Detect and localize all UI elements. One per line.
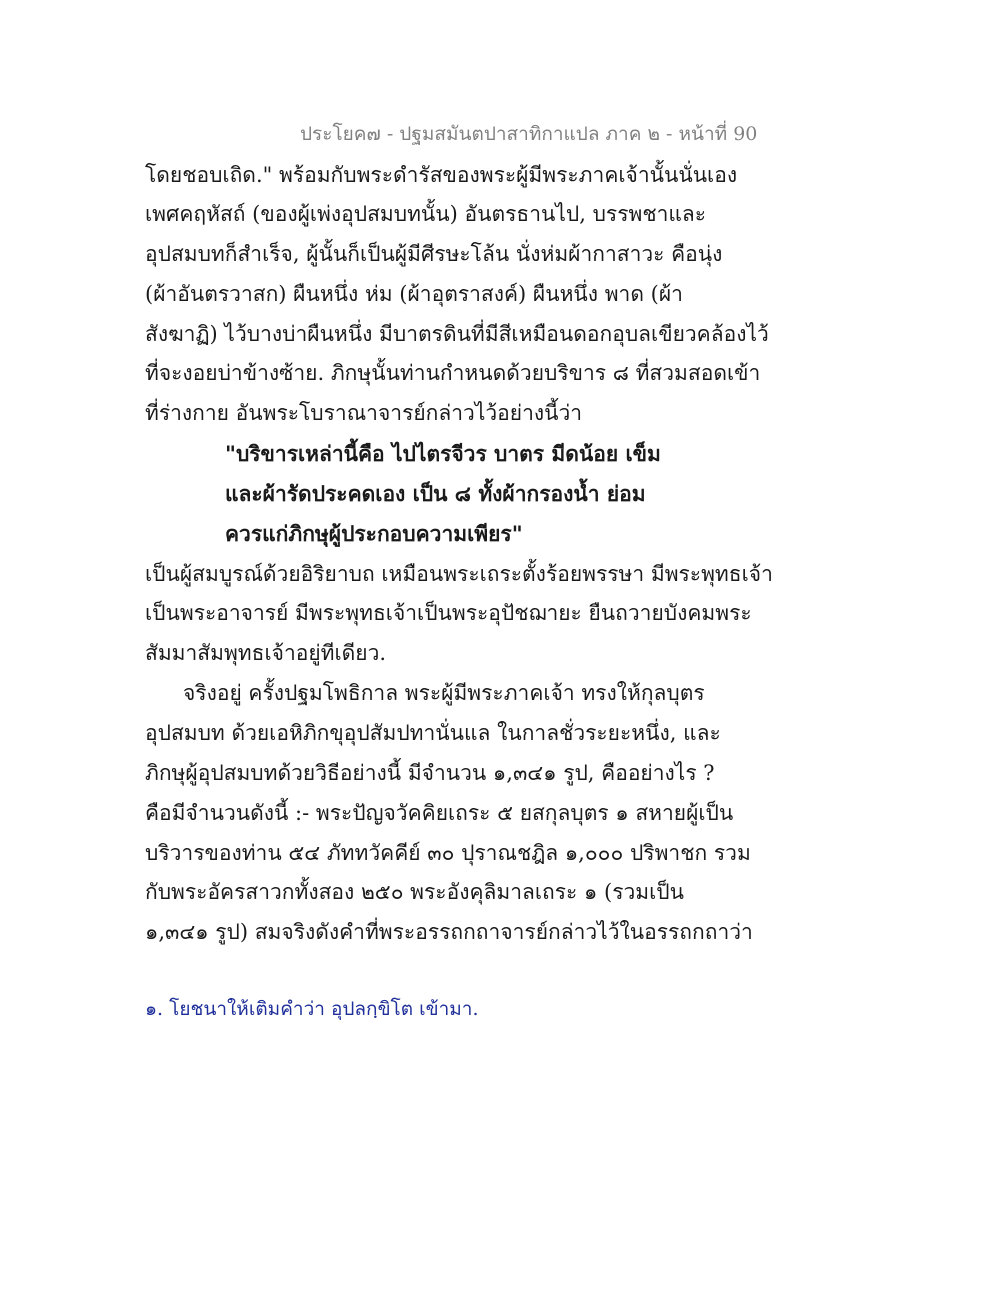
- verse-line: ควรแก่ภิกษุผู้ประกอบความเพียร": [225, 521, 523, 546]
- text-line: อุปสมบท ด้วยเอหิภิกขุอุปสัมปทานั่นแล ในกาลชั่วระยะหนึ่ง, และ: [145, 721, 721, 745]
- text-line: สังฆาฏิ) ไว้บางบ่าผืนหนึ่ง มีบาตรดินที่มีสีเหมือนดอกอุบลเขียวคล้องไว้: [145, 322, 769, 346]
- text-line: เพศคฤหัสถ์ (ของผู้เพ่งอุปสมบทนั้น) อันตรธานไป, บรรพชาและ: [145, 202, 707, 226]
- text-line: อุปสมบทก็สำเร็จ, ผู้นั้นก็เป็นผู้มีศีรษะโล้น นั่งห่มผ้ากาสาวะ คือนุ่ง: [145, 242, 723, 266]
- text-line: คือมีจำนวนดังนี้ :- พระปัญจวัคคิยเถระ ๕ ยสกุลบุตร ๑ สหายผู้เป็น: [145, 801, 734, 825]
- text-line: ที่ร่างกาย อันพระโบราณาจารย์กล่าวไว้อย่างนี้ว่า: [145, 401, 583, 425]
- text-line: กับพระอัครสาวกทั้งสอง ๒๕๐ พระอังคุลิมาลเถระ ๑ (รวมเป็น: [145, 880, 684, 904]
- text-line: (ผ้าอันตรวาสก) ผืนหนึ่ง ห่ม (ผ้าอุตราสงค์) ผืนหนึ่ง พาด (ผ้า: [145, 282, 683, 306]
- text-line: บริวารของท่าน ๕๔ ภัททวัคคีย์ ๓๐ ปุราณชฎิล ๑,๐๐๐ ปริพาชก รวม: [145, 841, 751, 865]
- text-line: เป็นผู้สมบูรณ์ด้วยอิริยาบถ เหมือนพระเถระตั้งร้อยพรรษา มีพระพุทธเจ้า: [145, 562, 773, 586]
- text-line: จริงอยู่ ครั้งปฐมโพธิกาล พระผู้มีพระภาคเจ้า ทรงให้กุลบุตร: [183, 681, 705, 705]
- text-line: ภิกษุผู้อุปสมบทด้วยวิธีอย่างนี้ มีจำนวน ๑,๓๔๑ รูป, คืออย่างไร ?: [145, 761, 715, 785]
- verse-line: และผ้ารัดประคดเอง เป็น ๘ ทั้งผ้ากรองน้ำ ย่อม: [225, 481, 646, 506]
- verse-line: "บริขารเหล่านี้คือ ไปไตรจีวร บาตร มีดน้อย เข็ม: [225, 441, 661, 466]
- page-header: ประโยค๗ - ปฐมสมันตปาสาทิกาแปล ภาค ๒ - หน้าที่ 90: [300, 123, 758, 145]
- footnote: ๑. โยชนาให้เติมคำว่า อุปลกฺขิโต เข้ามา.: [145, 998, 479, 1020]
- text-line: ที่จะงอยบ่าข้างซ้าย. ภิกษุนั้นท่านกำหนดด้วยบริขาร ๘ ที่สวมสอดเข้า: [145, 361, 761, 385]
- text-line: ๑,๓๔๑ รูป) สมจริงดังคำที่พระอรรถกถาจารย์กล่าวไว้ในอรรถกถาว่า: [145, 920, 753, 944]
- text-line: โดยชอบเถิด." พร้อมกับพระดำรัสของพระผู้มีพระภาคเจ้านั้นนั่นเอง: [145, 163, 738, 187]
- text-line: สัมมาสัมพุทธเจ้าอยู่ทีเดียว.: [145, 641, 387, 665]
- text-line: เป็นพระอาจารย์ มีพระพุทธเจ้าเป็นพระอุปัชฌายะ ยืนถวายบังคมพระ: [145, 601, 752, 625]
